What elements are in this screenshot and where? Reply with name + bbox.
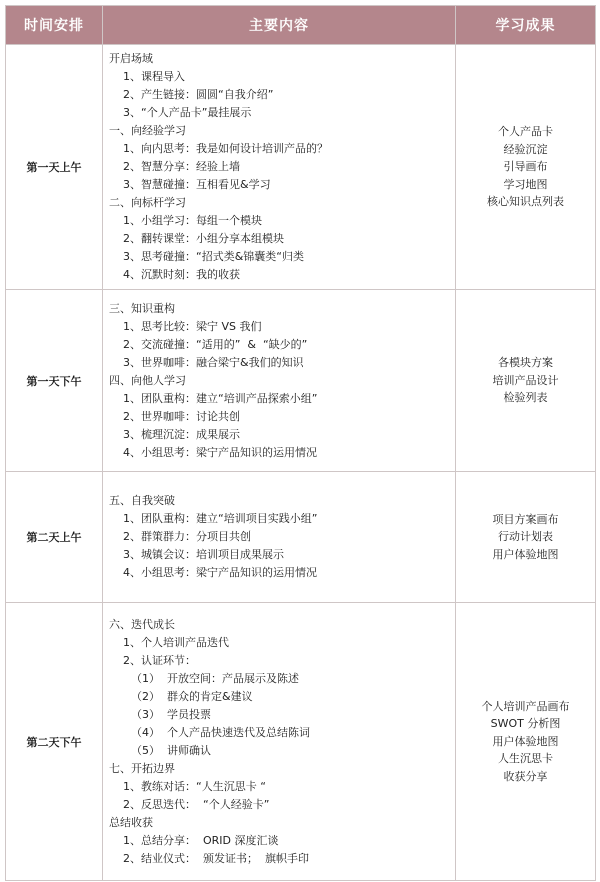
content-line: 4、沉默时刻：我的收获 [123, 268, 240, 281]
table-row [6, 290, 596, 472]
schedule-table [5, 5, 596, 881]
content-line: 1、总结分享： ORID 深度汇谈 [123, 833, 279, 847]
result-item: 各模块方案 [498, 356, 553, 370]
content-line: 3、城镇会议：培训项目成果展示 [123, 548, 284, 561]
content-line: 四、向他人学习 [109, 373, 186, 387]
result-cell [456, 45, 596, 290]
content-line: 2、交流碰撞：“适用的” & “缺少的” [123, 337, 308, 351]
result-cell [456, 472, 596, 603]
time-slot: 第二天上午 [6, 472, 103, 603]
content-line: 1、教练对话：“人生沉思卡 “ [123, 779, 266, 793]
result-item: 用户体验地图 [492, 734, 559, 748]
content-line: 一、向经验学习 [109, 124, 186, 137]
header-result: 学习成果 [456, 6, 596, 45]
content-line: 2、群策群力：分项目共创 [123, 530, 251, 543]
table-row [6, 45, 596, 290]
content-line: （4） 个人产品快速迭代及总结陈词 [131, 725, 310, 739]
content-line: 七、开拓边界 [109, 761, 175, 775]
content-line: 2、翻转课堂：小组分享本组模块 [123, 232, 284, 245]
content-line: （3） 学员投票 [131, 707, 211, 721]
content-line: 1、课程导入 [123, 70, 185, 83]
result-item: 核心知识点列表 [487, 195, 564, 209]
result-cell [456, 603, 596, 881]
result-item: 用户体验地图 [492, 547, 559, 561]
header-content: 主要内容 [103, 6, 456, 45]
result-item: 个人产品卡 [498, 125, 553, 139]
content-line: 六、迭代成长 [109, 617, 175, 631]
content-line: 1、思考比较：梁宁 VS 我们 [123, 319, 262, 333]
result-item: 引导画布 [503, 160, 548, 174]
content-line: 三、知识重构 [109, 301, 175, 315]
result-item: 项目方案画布 [492, 512, 559, 526]
result-item: SWOT 分析图 [490, 717, 561, 731]
header-row [6, 6, 596, 45]
content-line: 总结收获 [109, 815, 153, 829]
schedule-body [6, 45, 596, 881]
content-line: 4、小组思考：梁宁产品知识的运用情况 [123, 566, 317, 579]
result-item: 检验列表 [503, 391, 548, 405]
table-row [6, 603, 596, 881]
content-line: 2、认证环节： [123, 653, 196, 667]
content-line: 2、反思迭代： “个人经验卡” [123, 797, 270, 811]
content-line: 2、产生链接：圆圆“自我介绍” [123, 88, 274, 101]
content-line: （1） 开放空间：产品展示及陈述 [131, 671, 299, 685]
time-slot: 第一天下午 [6, 290, 103, 472]
content-cell [103, 472, 456, 603]
content-line: 3、梳理沉淀：成果展示 [123, 427, 240, 441]
result-item: 个人培训产品画布 [481, 699, 570, 713]
content-line: 1、向内思考：我是如何设计培训产品的？ [123, 142, 328, 155]
content-line: （5） 讲师确认 [131, 743, 211, 757]
content-line: （2） 群众的肯定&建议 [131, 689, 253, 703]
result-cell [456, 290, 596, 472]
header-time: 时间安排 [6, 6, 103, 45]
content-line: 1、个人培训产品迭代 [123, 635, 229, 649]
content-line: 五、自我突破 [109, 494, 175, 507]
content-line: 2、智慧分享：经验上墙 [123, 160, 240, 173]
content-line: 3、“个人产品卡”最挂展示 [123, 106, 252, 119]
content-cell [103, 603, 456, 881]
time-slot: 第一天上午 [6, 45, 103, 290]
result-item: 人生沉思卡 [498, 752, 553, 766]
content-line: 4、小组思考：梁宁产品知识的运用情况 [123, 445, 317, 459]
table-row [6, 472, 596, 603]
content-line: 开启场域 [109, 52, 153, 65]
content-cell [103, 45, 456, 290]
result-item: 学习地图 [503, 177, 548, 191]
content-line: 1、小组学习：每组一个模块 [123, 214, 262, 227]
content-line: 2、世界咖啡：讨论共创 [123, 409, 240, 423]
content-line: 2、结业仪式： 颁发证书； 旗帜手印 [123, 851, 309, 865]
result-item: 经验沉淀 [503, 142, 548, 156]
content-cell [103, 290, 456, 472]
result-item: 培训产品设计 [492, 373, 559, 387]
content-line: 3、智慧碰撞：互相看见&学习 [123, 178, 271, 191]
content-line: 1、团队重构：建立“培训产品探索小组” [123, 391, 318, 405]
result-item: 行动计划表 [498, 530, 553, 544]
time-slot: 第二天下午 [6, 603, 103, 881]
content-line: 3、世界咖啡：融合梁宁&我们的知识 [123, 355, 304, 369]
content-line: 二、向标杆学习 [109, 196, 186, 209]
content-line: 1、团队重构：建立“培训项目实践小组” [123, 512, 318, 525]
result-item: 收获分享 [503, 769, 548, 783]
content-line: 3、思考碰撞：“招式类&锦囊类“归类 [123, 250, 304, 263]
